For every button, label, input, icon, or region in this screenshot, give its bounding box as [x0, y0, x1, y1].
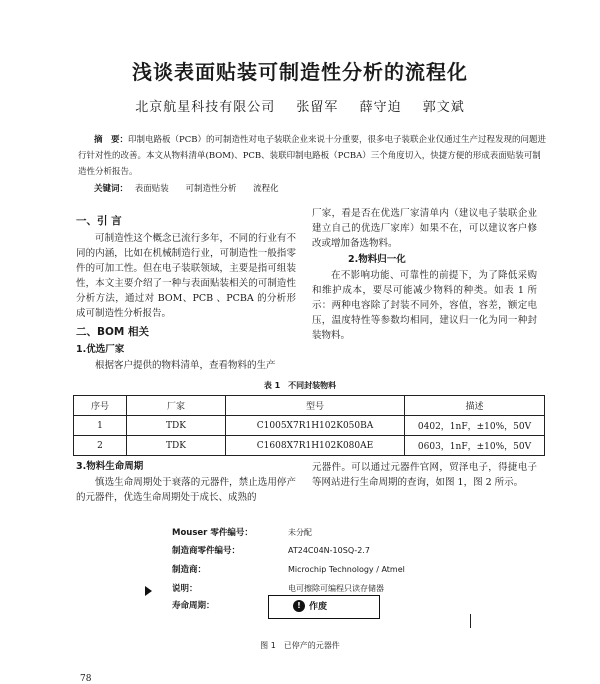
lifecycle-value: 作废 — [309, 602, 328, 612]
left-column-top — [76, 210, 296, 373]
right-column-top — [312, 206, 537, 343]
normalization-paragraph: 在不影响功能、可靠性的前提下，为了降低采购和维护成本，要尽可能减少物料的种类。如表 1 所示：两种电容除了封装不同外，容值，容差，额定电压，温度特性等参数均相同，建议归一化为同一种封装物料。 — [312, 270, 537, 341]
left-column-bottom — [76, 458, 296, 505]
manufacturer-value: Microchip Technology / Atmel — [288, 565, 405, 574]
preferred-vendor-paragraph: 根据客户提供的物料清单，查看物料的生产 — [95, 360, 276, 371]
keyword: 表面贴装 — [134, 184, 169, 194]
keyword: 可制造性分析 — [185, 184, 237, 194]
right-column-bottom — [312, 460, 537, 490]
table-cell: 0402，1nF，±10%，50V — [405, 416, 545, 436]
mfr-part-label: 制造商零件编号： — [172, 546, 241, 556]
paper-title: 浅谈表面贴装可制造性分析的流程化 — [132, 60, 468, 84]
preferred-vendor-continued: 厂家，看是否在优选厂家清单内（建议电子装联企业建立自己的优选厂家库）如果不在，可以建议客户修改或增加备选物料。 — [312, 208, 537, 249]
flag-icon — [145, 586, 152, 596]
affiliation: 北京航星科技有限公司 — [135, 100, 276, 115]
parts-table — [73, 395, 545, 456]
lifecycle-continued: 元器件。可以通过元器件官网，贸泽电子，得捷电子等网站进行生命周期的查询，如图 1，图 2 所示。 — [312, 462, 537, 488]
section-heading-introduction: 一、引 言 — [76, 215, 122, 227]
abstract — [78, 132, 548, 180]
mfr-part-value: AT24C04N-10SQ-2.7 — [288, 546, 370, 555]
keywords-label: 关键词： — [94, 184, 129, 194]
mouser-part-label: Mouser 零件编号： — [172, 528, 253, 538]
table-cell: 2 — [74, 436, 127, 456]
table-cell: TDK — [127, 436, 226, 456]
figure-1 — [172, 524, 472, 634]
lifecycle-paragraph: 慎选生命周期处于衰落的元器件，禁止选用停产的元器件，优选生命周期处于成长、成熟的 — [76, 477, 296, 503]
author-name: 张留军 — [296, 100, 339, 115]
table-row — [74, 436, 545, 456]
subsection-heading-normalization: 2.物料归一化 — [348, 254, 406, 265]
table-cell: TDK — [127, 416, 226, 436]
table-header-row — [74, 396, 545, 416]
lifecycle-status-box — [268, 595, 380, 619]
author-line — [0, 96, 600, 115]
abstract-label: 摘 要： — [94, 135, 129, 145]
keywords — [94, 182, 293, 194]
lifecycle-label: 寿命周期： — [172, 601, 215, 611]
introduction-paragraph: 可制造性这个概念已流行多年，不同的行业有不同的内涵，比如在机械制造行业，可制造性一般指零件的可加工性。但在电子装联领域，主要是指可组装性，本文主要介绍了一种与表面贴装相关的可制造性分析方法，通过对 BOM、PCB 、PCBA 的分析形成可制造性分析报告。 — [76, 233, 296, 319]
author-name: 郭文斌 — [422, 100, 465, 115]
abstract-text: 印制电路板（PCB）的可制造性对电子装联企业来说十分重要，很多电子装联企业仅通过生产过程发现的问题进行针对性的改善。本文从物料清单(BOM)、PCB、装联印制电路板（PCBA）三个角度切入，快捷方便的形成表面贴装可制造性分析报告。 — [78, 135, 546, 177]
table-cell: 1 — [74, 416, 127, 436]
subsection-heading-preferred-vendor: 1.优选厂家 — [76, 344, 125, 355]
mouser-part-value: 未分配 — [288, 528, 312, 537]
column-header: 厂家 — [127, 396, 226, 416]
table-cell: C1608X7R1H102K080AE — [226, 436, 405, 456]
manufacturer-label: 制造商： — [172, 565, 207, 575]
table-cell: C1005X7R1H102K050BA — [226, 416, 405, 436]
subsection-heading-lifecycle: 3.物料生命周期 — [76, 461, 144, 472]
column-header: 序号 — [74, 396, 127, 416]
table-caption: 表 1 不同封装物料 — [263, 381, 337, 390]
column-header: 型号 — [226, 396, 405, 416]
warning-icon: ! — [293, 600, 305, 612]
keyword: 流程化 — [253, 184, 279, 194]
text-cursor-mark — [470, 614, 471, 628]
section-heading-bom: 二、BOM 相关 — [76, 326, 150, 338]
description-value: 电可擦除可编程只读存储器 — [288, 584, 384, 593]
author-name: 薛守迫 — [359, 100, 402, 115]
page-number: 78 — [80, 674, 92, 684]
column-header: 描述 — [405, 396, 545, 416]
description-label: 说明： — [172, 584, 198, 594]
figure-caption: 图 1 已停产的元器件 — [260, 641, 340, 650]
table-cell: 0603，1nF，±10%，50V — [405, 436, 545, 456]
table-row — [74, 416, 545, 436]
